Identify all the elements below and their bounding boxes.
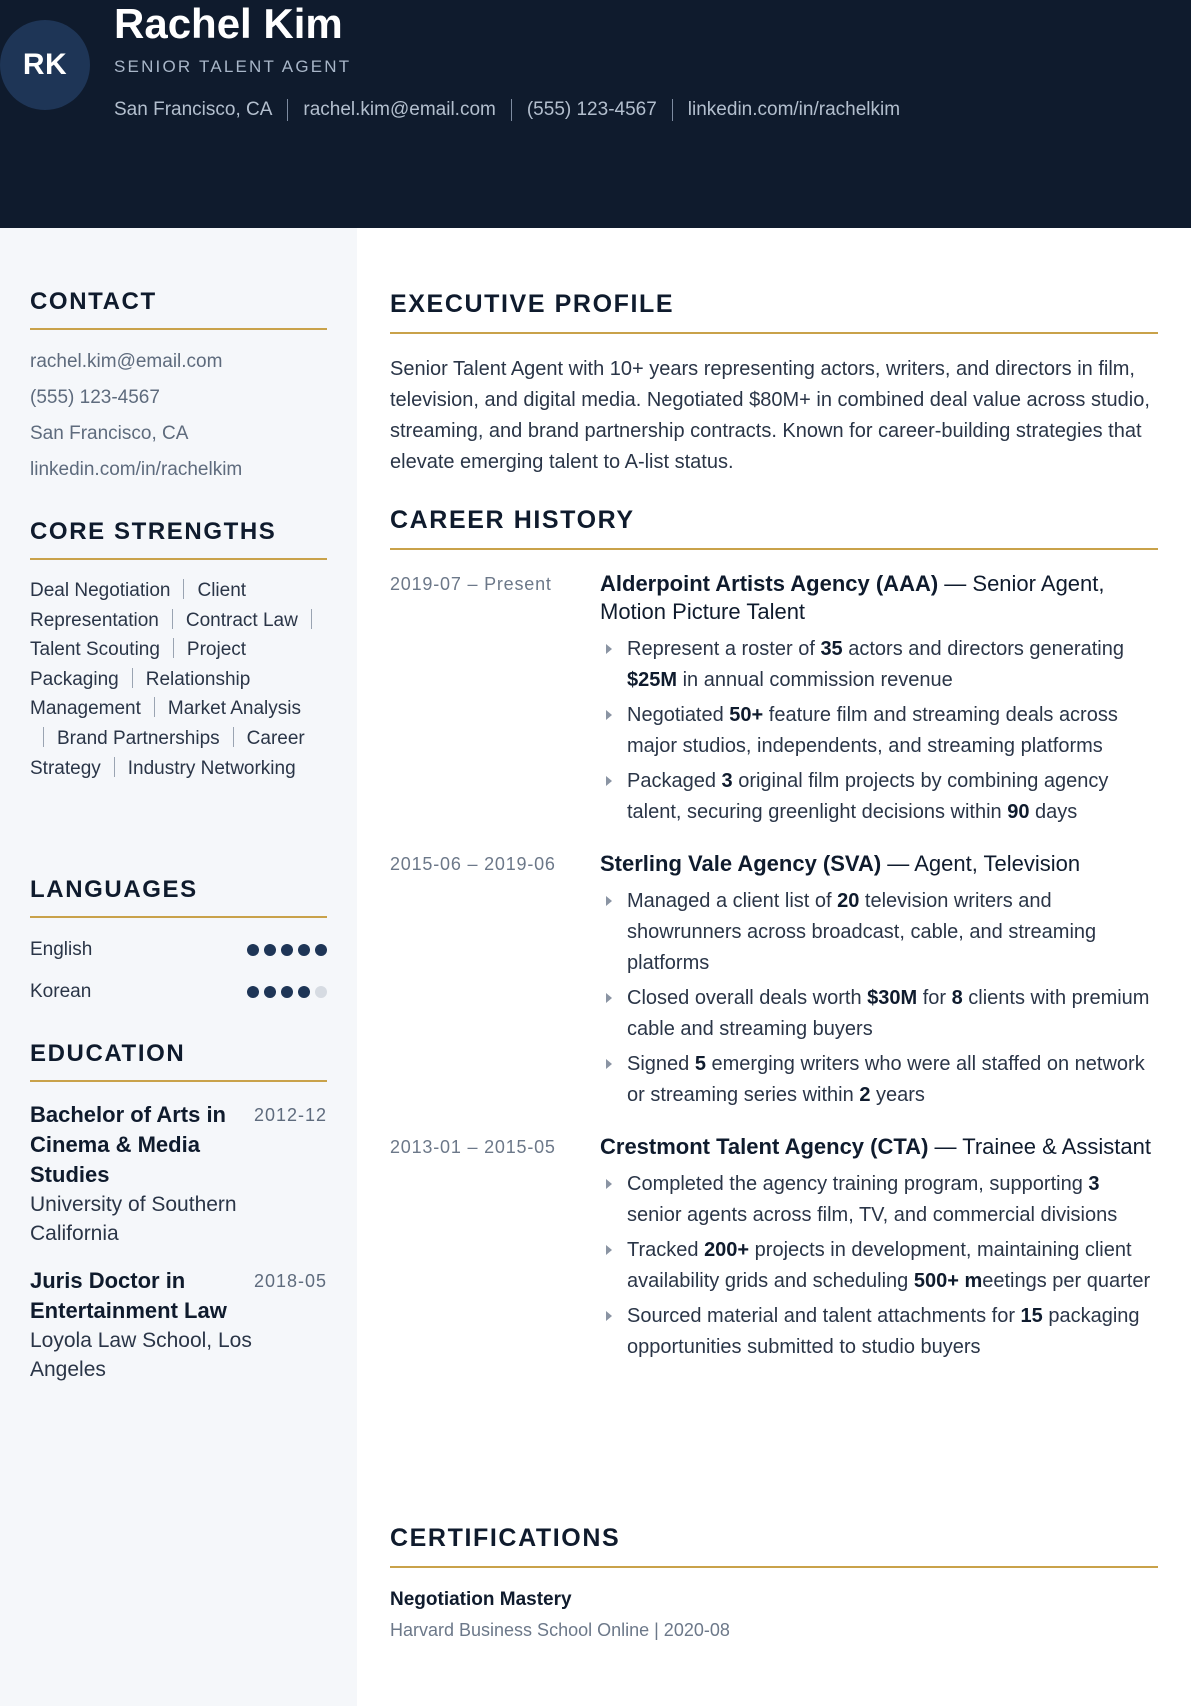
profile-heading: EXECUTIVE PROFILE (390, 290, 1158, 334)
job-bullet (600, 886, 1158, 979)
bullet-text: years (870, 1084, 925, 1106)
job-list (390, 570, 1158, 1367)
bullet-highlight: 200+ (704, 1239, 750, 1261)
certification-issuer-date: Harvard Business School Online | 2020-08 (390, 1620, 730, 1640)
bullet-highlight: 5 (694, 1053, 706, 1075)
proficiency-dot (264, 944, 276, 956)
divider (172, 609, 173, 629)
bullet-text: Sourced material and talent attachments for (627, 1305, 1021, 1327)
profile-summary: Senior Talent Agent with 10+ years representing actors, writers, and directors in film, television, and digital media. Negotiated $80M+ in combined deal value across studio, streaming, and brand partnership contracts. Known for career-building strategies that elevate emerging talent to A-list status. (390, 358, 1150, 473)
strength-item: Deal Negotiation (30, 580, 171, 601)
sidebar-education-section (30, 1040, 327, 1402)
bullet-text: television writers and showrunners across broadcast, cable, and streaming platforms (627, 890, 1097, 974)
job-title (600, 850, 1158, 878)
certifications-heading: CERTIFICATIONS (390, 1524, 1158, 1568)
bullet-text: emerging writers who were all staffed on network or streaming series within (627, 1053, 1145, 1106)
bullet-text: Represent a roster of (627, 638, 821, 660)
job-entry (390, 570, 1158, 832)
header-phone: (555) 123-4567 (526, 99, 657, 120)
job-title (600, 1133, 1158, 1161)
candidate-name: Rachel Kim (114, 0, 343, 47)
divider (311, 609, 312, 629)
job-bullet (600, 700, 1158, 762)
bullet-text: Packaged (627, 770, 722, 792)
bullet-highlight: 20 (837, 890, 860, 912)
job-bullets (600, 886, 1158, 1111)
divider (672, 99, 673, 121)
career-history-section (390, 506, 1158, 1385)
bullet-text: Signed (627, 1053, 695, 1075)
bullet-highlight: 3 (1088, 1173, 1100, 1195)
strength-item: Industry Networking (127, 757, 296, 779)
header-location: San Francisco, CA (114, 99, 273, 120)
proficiency-dot (247, 944, 259, 956)
language-name: English (30, 939, 93, 960)
bullet-highlight: $25M (627, 669, 678, 691)
proficiency-dot (247, 986, 259, 998)
job-bullet (600, 1301, 1158, 1363)
divider (287, 99, 288, 121)
languages-heading: LANGUAGES (30, 876, 327, 918)
bullet-text: original film projects by combining agency talent, securing greenlight decisions within (627, 770, 1109, 823)
bullet-highlight: 2 (859, 1084, 871, 1106)
proficiency-dots (247, 986, 327, 998)
contact-email-link[interactable]: rachel.kim@email.com (30, 351, 223, 372)
proficiency-dot (281, 944, 293, 956)
bullet-text: Closed overall deals worth (627, 987, 868, 1009)
bullet-highlight: 50+ (729, 704, 764, 726)
divider (511, 99, 512, 121)
strength-item: Market Analysis (167, 698, 301, 720)
proficiency-dot (315, 944, 327, 956)
job-bullet (600, 766, 1158, 828)
bullet-text: Managed a client list of (627, 890, 838, 912)
degree: Bachelor of Arts in Cinema & Media Studies (30, 1102, 226, 1187)
education-item (30, 1266, 327, 1384)
bullet-highlight: 90 (1007, 801, 1030, 823)
contact-location: San Francisco, CA (30, 423, 189, 444)
bullet-text: in annual commission revenue (677, 669, 953, 691)
job-dates: 2015-06 – 2019-06 (390, 854, 556, 874)
proficiency-dot (315, 986, 327, 998)
proficiency-dot (298, 944, 310, 956)
job-bullets (600, 634, 1158, 828)
education-list (30, 1100, 327, 1384)
divider (43, 727, 44, 747)
languages-list (30, 938, 327, 1004)
job-bullet (600, 1169, 1158, 1231)
divider (173, 638, 174, 658)
contact-heading: CONTACT (30, 288, 327, 330)
strength-item: Contract Law (185, 609, 298, 631)
divider (154, 697, 155, 717)
job-role: — Senior Agent, Motion Picture Talent (600, 571, 1105, 624)
header-contact-line (114, 98, 900, 122)
contact-linkedin-link[interactable]: linkedin.com/in/rachelkim (30, 459, 243, 480)
header-linkedin-link[interactable]: linkedin.com/in/rachelkim (687, 99, 901, 120)
graduation-date: 2018-05 (253, 1271, 327, 1291)
bullet-text: feature film and streaming deals across major studios, independents, and streaming platforms (627, 704, 1118, 757)
strengths-heading: CORE STRENGTHS (30, 518, 327, 560)
bullet-text: clients with premium cable and streaming buyers (627, 987, 1150, 1040)
school: Loyola Law School, Los Angeles (30, 1329, 252, 1381)
bullet-highlight: 3 (721, 770, 733, 792)
executive-profile-section (390, 290, 1158, 478)
contact-phone: (555) 123-4567 (30, 387, 160, 408)
strength-item: Project Packaging (30, 639, 247, 690)
job-role: — Agent, Television (881, 851, 1081, 876)
proficiency-dot (281, 986, 293, 998)
company-name: Alderpoint Artists Agency (AAA) (600, 571, 939, 596)
strength-item: Talent Scouting (30, 639, 160, 661)
proficiency-dot (298, 986, 310, 998)
bullet-highlight: 500+ m (913, 1270, 983, 1292)
bullet-text: eetings per quarter (982, 1270, 1151, 1292)
job-dates: 2019-07 – Present (390, 574, 552, 594)
job-bullet (600, 983, 1158, 1045)
strength-item: Client Representation (30, 580, 247, 631)
bullet-text: actors and directors generating (842, 638, 1124, 660)
sidebar-contact-section (30, 288, 327, 494)
bullet-highlight: 8 (951, 987, 963, 1009)
education-heading: EDUCATION (30, 1040, 327, 1082)
education-item (30, 1100, 327, 1248)
proficiency-dot (264, 986, 276, 998)
job-title (600, 570, 1158, 626)
job-role: — Trainee & Assistant (928, 1134, 1151, 1159)
job-dates: 2013-01 – 2015-05 (390, 1137, 556, 1157)
bullet-text: for (917, 987, 952, 1009)
certifications-section (390, 1524, 1158, 1642)
bullet-text: packaging opportunities submitted to studio buyers (627, 1305, 1140, 1358)
sidebar-languages-section (30, 876, 327, 1022)
strength-item: Career Strategy (30, 727, 305, 779)
bullet-text: Negotiated (627, 704, 730, 726)
bullet-highlight: $30M (867, 987, 918, 1009)
degree: Juris Doctor in Entertainment Law (30, 1268, 227, 1323)
avatar: RK (0, 20, 90, 110)
certification-name: Negotiation Mastery (390, 1589, 572, 1610)
bullet-text: days (1029, 801, 1078, 823)
bullet-highlight: 15 (1020, 1305, 1043, 1327)
language-name: Korean (30, 981, 92, 1002)
header-email-link[interactable]: rachel.kim@email.com (303, 99, 496, 120)
job-bullets (600, 1169, 1158, 1363)
job-bullet (600, 1235, 1158, 1297)
divider (114, 757, 115, 777)
sidebar-strengths-section (30, 518, 327, 783)
job-bullet (600, 1049, 1158, 1111)
bullet-text: senior agents across film, TV, and commercial divisions (627, 1204, 1118, 1226)
divider (132, 668, 133, 688)
company-name: Sterling Vale Agency (SVA) (600, 851, 882, 876)
bullet-text: projects in development, maintaining client availability grids and scheduling (627, 1239, 1132, 1292)
job-entry (390, 850, 1158, 1115)
bullet-highlight: 35 (820, 638, 843, 660)
strength-item: Brand Partnerships (57, 727, 220, 749)
proficiency-dots (247, 944, 327, 956)
candidate-role: SENIOR TALENT AGENT (114, 57, 352, 76)
bullet-text: Completed the agency training program, supporting (627, 1173, 1089, 1195)
job-entry (390, 1133, 1158, 1367)
language-row (30, 938, 327, 962)
bullet-text: Tracked (627, 1239, 705, 1261)
resume-header (0, 0, 1191, 228)
company-name: Crestmont Talent Agency (CTA) (600, 1134, 929, 1159)
graduation-date: 2012-12 (253, 1105, 327, 1125)
history-heading: CAREER HISTORY (390, 506, 1158, 550)
contact-list (30, 350, 327, 482)
divider (183, 579, 184, 599)
job-bullet (600, 634, 1158, 696)
sidebar (0, 228, 357, 1706)
divider (233, 727, 234, 747)
strength-item: Relationship Management (30, 668, 251, 720)
strengths-list (30, 576, 327, 783)
language-row (30, 980, 327, 1004)
school: University of Southern California (30, 1193, 237, 1245)
